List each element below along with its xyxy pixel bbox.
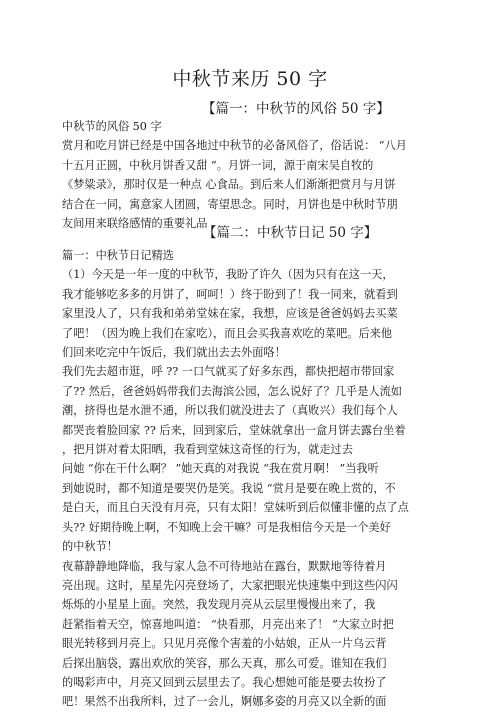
section1-subtitle: 中秋节的风俗 50 字: [62, 120, 162, 133]
section2-line: 烁烁的小星星上面。突然，我发现月亮从云层里慢慢出来了，我: [62, 598, 376, 612]
section2-line: 后探出脑袋，露出欢欣的笑容，那么天真，那么可爱。谁知在我们: [62, 656, 387, 670]
section2-line: 我们先去超市逛，呼 ?? 一口气就买了好多东西，都快把超市带回家: [62, 365, 395, 379]
section2-subtitle: 篇一：中秋节日记精选: [62, 249, 174, 262]
section1-body: [62, 117, 438, 233]
section1-line: 结合在一同，寓意家人团圆，寄望思念。同时，月饼也是中秋时节朋: [62, 197, 398, 211]
section1-line: 友间用来联络感情的重要礼品: [62, 217, 208, 231]
section2-line: 头?? 好期待晚上啊，不知晚上会干嘛？可是我相信今天是一个美好: [62, 520, 391, 534]
section2-line: ，把月饼对着太阳晒，我看到堂妹这奇怪的行为，就走过去: [62, 443, 353, 457]
section1-heading: 【篇一：中秋节的风俗 50 字】: [202, 101, 390, 117]
section2-line: 是白天，而且白天没有月亮，只有太阳！堂妹听到后似懂非懂的点了点: [62, 501, 409, 515]
section2-line: （1）今天是一年一度的中秋节，我盼了许久（因为只有在这一天，: [62, 268, 394, 282]
section1-line: 赏月和吃月饼已经是中国各地过中秋节的必备风俗了，俗话说： “八月: [62, 139, 407, 153]
section2-line: 都哭丧着脸回家 ?? 后来，回到家后，堂妹就拿出一盒月饼去露台坐着: [62, 423, 406, 437]
section2-line: 了?? 然后，爸爸妈妈带我们去海滨公园，怎么说好了？几乎是人流如: [62, 384, 402, 398]
section2-line: 问她 “你在干什么啊？ ”她天真的对我说 “我在赏月啊！ ”当我听: [62, 462, 379, 476]
section2-line: 的喝彩声中，月亮又回到云层里去了。我心想她可能是要去妆扮了: [62, 675, 387, 689]
section2-line: 们回来吃完中午饭后，我们就出去去外面咯！: [62, 346, 286, 360]
section2-line: 眼光转移到月亮上。只见月亮像个害羞的小姑娘，正从一片乌云背: [62, 637, 387, 651]
section2-line: 家里没人了，只有我和弟弟堂妹在家，我想，应该是爸爸妈妈去买菜: [62, 307, 398, 321]
page-title: 中秋节来历 50 字: [172, 68, 328, 90]
section2-line: 的中秋节！: [62, 540, 118, 554]
section2-line: 潮，挤得也是水泄不通，所以我们就没进去了（真败兴）我们每个人: [62, 404, 398, 418]
section2-line: 到她说时，都不知道是要哭仍是笑。我说 “赏月是要在晚上赏的，不: [62, 481, 396, 495]
section2-line: 赶紧指着天空，惊喜地叫道： “快看那，月亮出来了！ ”大家立时把: [62, 617, 394, 631]
section2-heading: 【篇二：中秋节日记 50 字】: [203, 225, 378, 241]
section2-line: 我才能够吃多多的月饼了，呵呵！）终于盼到了！我一同来，就看到: [62, 287, 398, 301]
section1-line: 《梦粱录》，那时仅是一种点 心食品。到后来人们渐渐把赏月与月饼: [62, 178, 396, 192]
section2-body: [62, 246, 438, 712]
section2-line: 吧！果然不出我所料，过了一会儿，婀娜多姿的月亮又以全新的面: [62, 695, 387, 709]
section1-line: 十五月正圆，中秋月饼香又甜 ”。月饼一词，源于南宋吴自牧的: [62, 158, 374, 172]
section2-line: 了吧！（因为晚上我们在家吃），而且会买我喜欢吃的菜吧。后来他: [62, 326, 393, 340]
section2-line: 亮出现。这时，星星先闪亮登场了，大家把眼光快速集中到这些闪闪: [62, 578, 398, 592]
section2-line: 夜幕静静地降临，我与家人急不可待地站在露台，默默地等待着月: [62, 559, 387, 573]
